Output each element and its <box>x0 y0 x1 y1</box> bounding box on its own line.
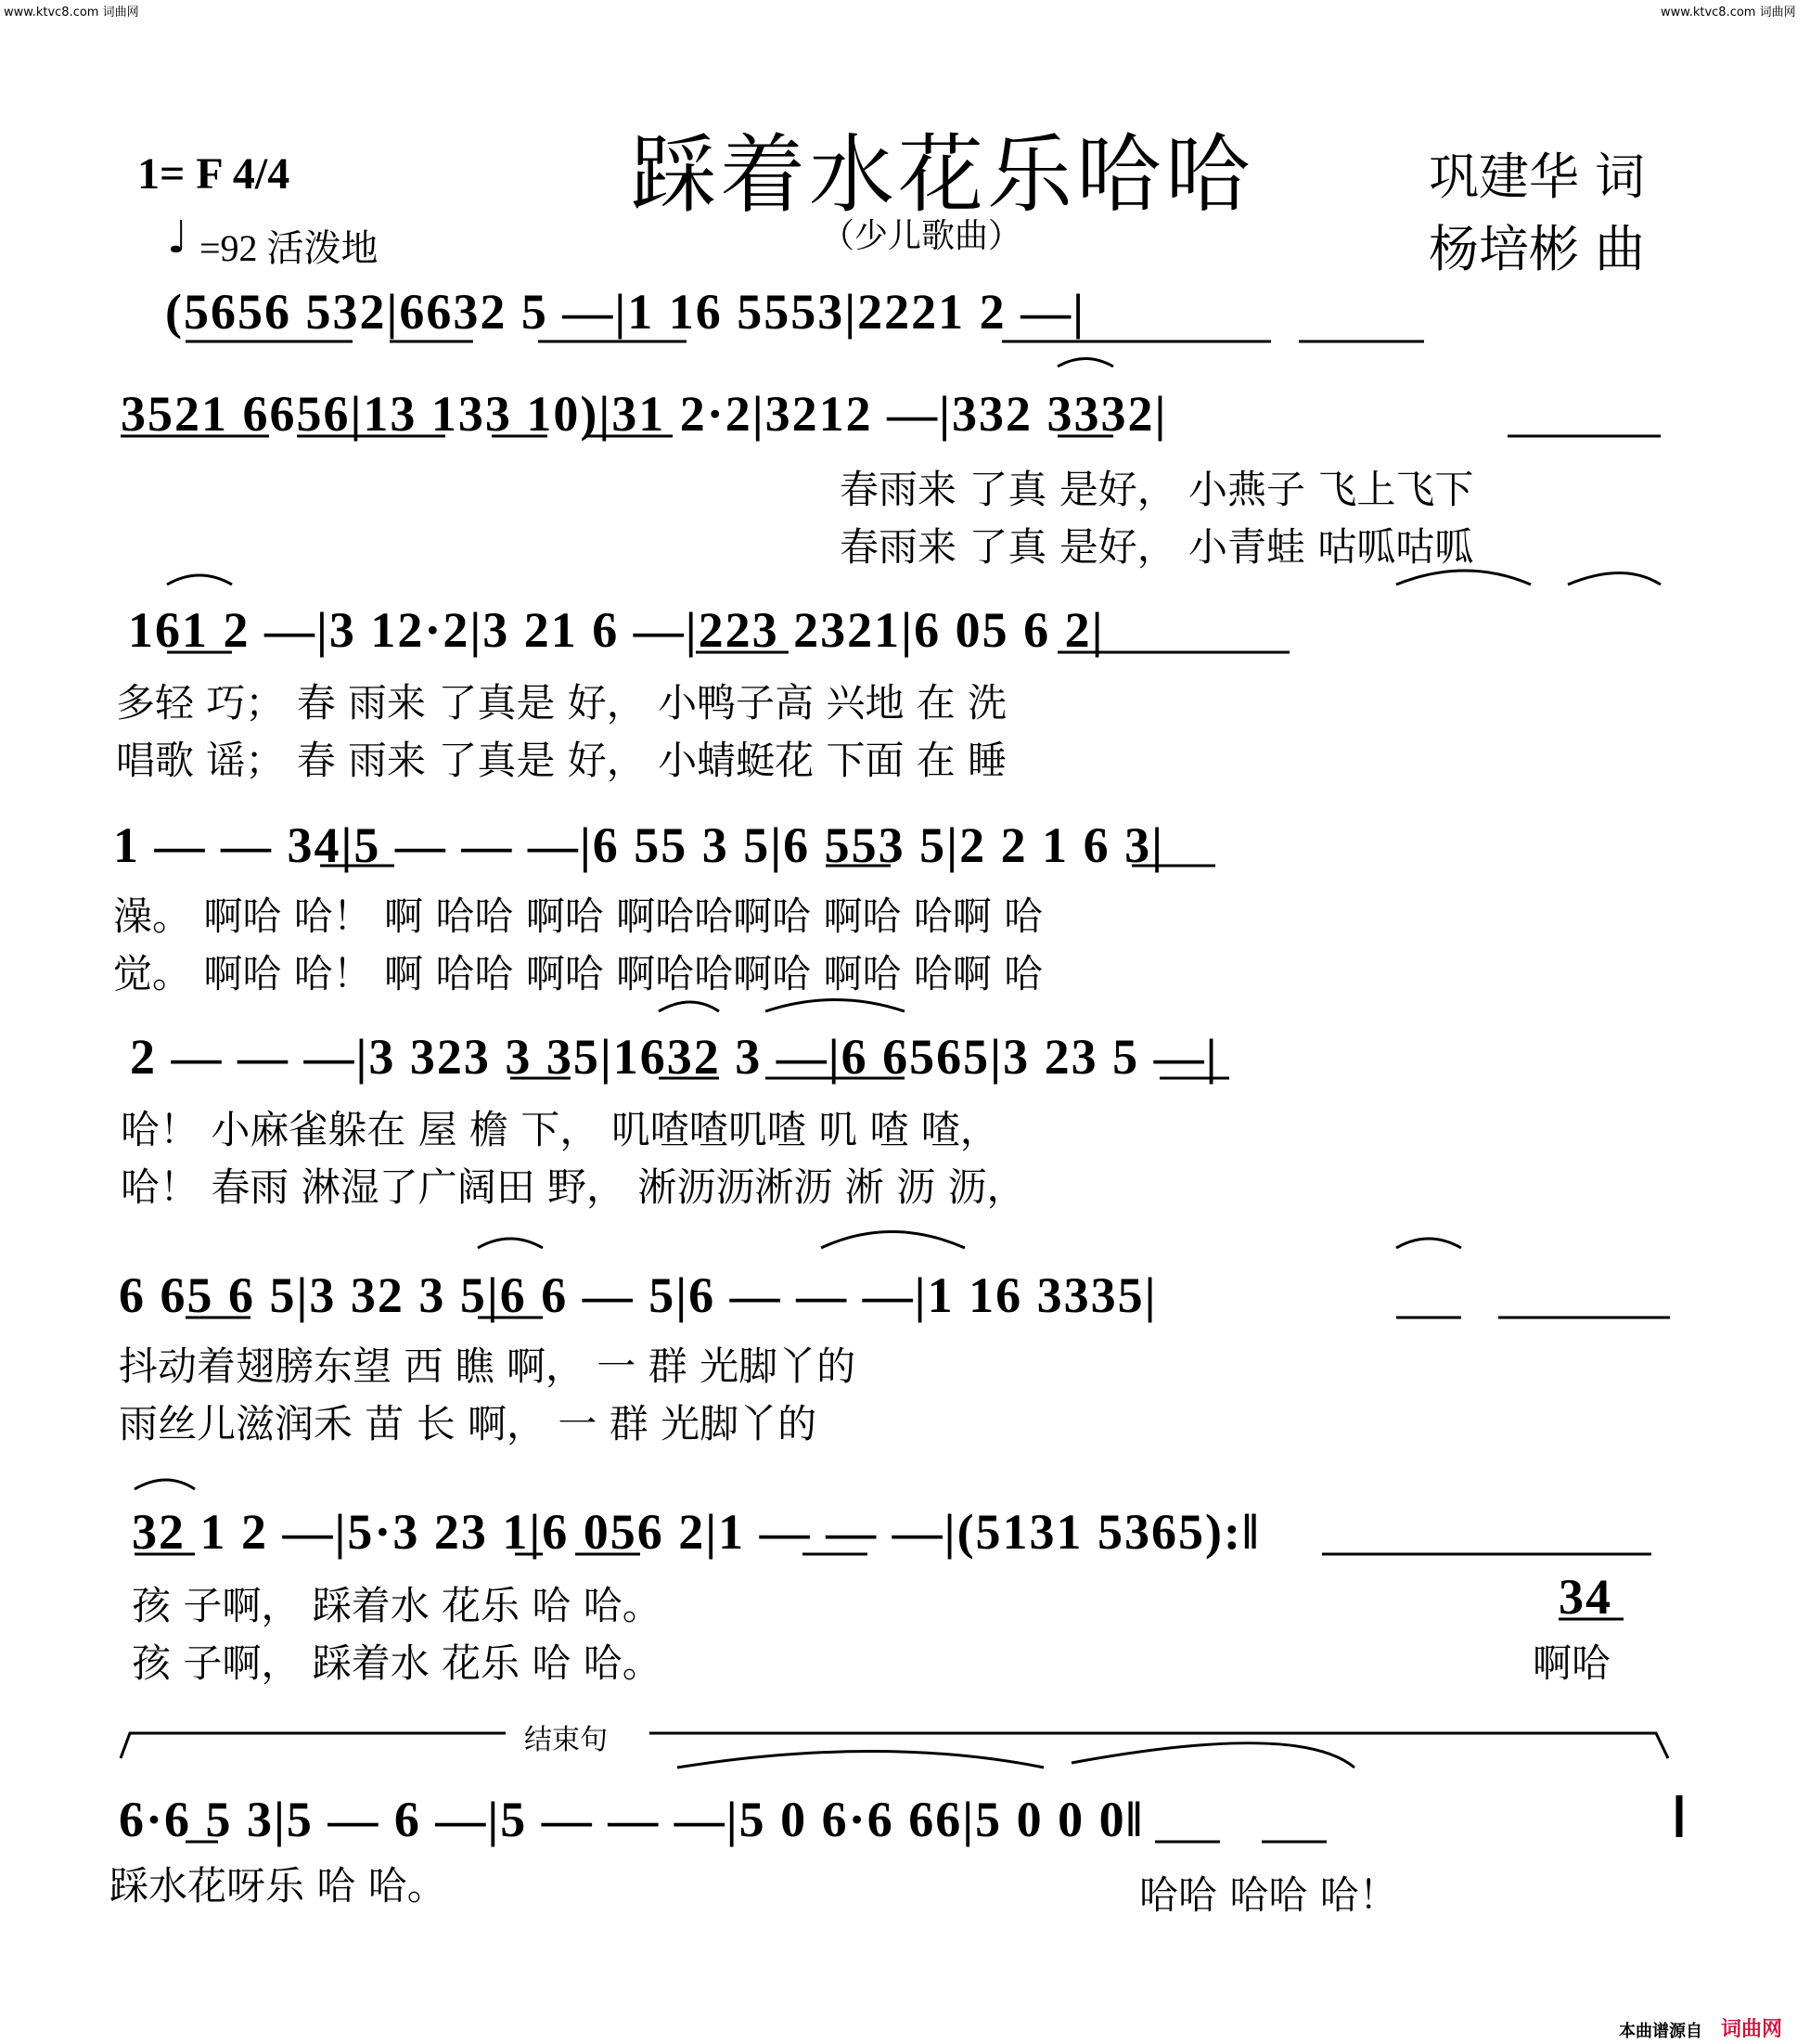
song-title: 踩着水花乐哈哈 <box>631 125 1255 225</box>
ending-final-lyrics: 哈哈 哈哈 哈！ <box>1139 1872 1398 1918</box>
ending-notes: 6·6 5 3|5 — 6 —|5 — — —|5 0 6·6 66|5 0 0 0‖ <box>119 1792 1145 1847</box>
slur-arc <box>821 1232 965 1249</box>
system-2-lyrics-v1: 春雨来 了真 是好， 小燕子 飞上飞下 <box>840 467 1474 512</box>
slur-arc <box>659 1002 719 1011</box>
system-7-notes: 32 1 2 —|5·3 23 1|6 056 2|1 — — —|(5131 5365):‖ <box>132 1504 1261 1560</box>
tempo-marking: =92 活泼地 <box>199 227 379 269</box>
system-6-lyrics-v2: 雨丝儿滋润禾 苗 长 啊， 一 群 光脚丫的 <box>119 1401 817 1446</box>
slur-arc <box>167 575 232 585</box>
system-5-notes: 2 — — —|3 323 3 35|1632 3 —|6 6565|3 23 5 —| <box>130 1029 1219 1085</box>
system-6-lyrics-v1: 抖动着翅膀东望 西 瞧 啊， 一 群 光脚丫的 <box>119 1343 856 1389</box>
ending-section-label: 结束句 <box>524 1724 608 1756</box>
slur-arc <box>677 1752 1044 1768</box>
song-subtitle: （少儿歌曲） <box>821 217 1022 255</box>
system-6-notes: 6 65 6 5|3 32 3 5|6 6 — 5|6 — — —|1 16 3335| <box>119 1267 1158 1323</box>
slur-arc <box>1058 359 1113 367</box>
footer-source-note: 本曲谱源自 <box>1619 2022 1702 2041</box>
slur-arc <box>478 1239 543 1248</box>
pickup-notes: 34 <box>1559 1569 1612 1625</box>
system-5-lyrics-v1: 哈！ 小麻雀躲在 屋 檐 下， 叽喳喳叽喳 叽 喳 喳， <box>121 1107 999 1152</box>
system-4-lyrics-v2: 觉。 啊哈 哈！ 啊 哈哈 啊哈 啊哈哈啊哈 啊哈 哈啊 哈 <box>113 951 1044 996</box>
quarter-note-icon: ♩ <box>167 212 188 264</box>
ending-lyrics: 踩水花呀乐 哈 哈。 <box>109 1863 446 1909</box>
key-signature: 1= F 4/4 <box>137 149 290 199</box>
section-divider-left <box>121 1733 506 1758</box>
slur-arc <box>765 1000 905 1012</box>
system-3-lyrics-v1: 多轻 巧； 春 雨来 了真是 好， 小鸭子高 兴地 在 洗 <box>116 680 1008 726</box>
system-3-lyrics-v2: 唱歌 谣； 春 雨来 了真是 好， 小蜻蜓花 下面 在 睡 <box>116 738 1008 783</box>
composer-credit: 杨培彬 曲 <box>1429 220 1646 278</box>
system-2-lyrics-v2: 春雨来 了真 是好， 小青蛙 咕呱咕呱 <box>840 524 1474 570</box>
pickup-lyric: 啊哈 <box>1533 1640 1611 1686</box>
system-2-notes: 3521 6656|13 133 10)|31 2·2|3212 —|332 3332| <box>121 386 1168 442</box>
slur-arc <box>1568 573 1661 585</box>
slur-arc <box>1396 571 1531 585</box>
lyricist-credit: 巩建华 词 <box>1429 148 1646 206</box>
system-1-notes: (5656 532|6632 5 —|1 16 5553|2221 2 —| <box>165 284 1086 340</box>
system-4-notes: 1 — — 34|5 — — —|6 55 3 5|6 553 5|2 2 1 6 3| <box>113 817 1164 873</box>
watermark-right: www.ktvc8.com 词曲网 <box>1661 6 1796 19</box>
slur-arc <box>1396 1239 1461 1248</box>
system-4-lyrics-v1: 澡。 啊哈 哈！ 啊 哈哈 啊哈 啊哈哈啊哈 啊哈 哈啊 哈 <box>113 893 1044 939</box>
watermark-left: www.ktvc8.com 词曲网 <box>4 6 139 19</box>
footer-brand-logo: 词曲网 <box>1721 2018 1783 2041</box>
system-3-notes: 161 2 —|3 12·2|3 21 6 —|223 2321|6 05 6 2| <box>128 602 1105 658</box>
system-7-lyrics-v2: 孩 子啊， 踩着水 花乐 哈 哈。 <box>132 1640 661 1686</box>
slur-arc <box>135 1480 195 1489</box>
slur-arc <box>1072 1743 1354 1768</box>
system-5-lyrics-v2: 哈！ 春雨 淋湿了广阔田 野， 淅沥沥淅沥 淅 沥 沥， <box>121 1164 1026 1210</box>
system-7-lyrics-v1: 孩 子啊， 踩着水 花乐 哈 哈。 <box>132 1583 661 1628</box>
